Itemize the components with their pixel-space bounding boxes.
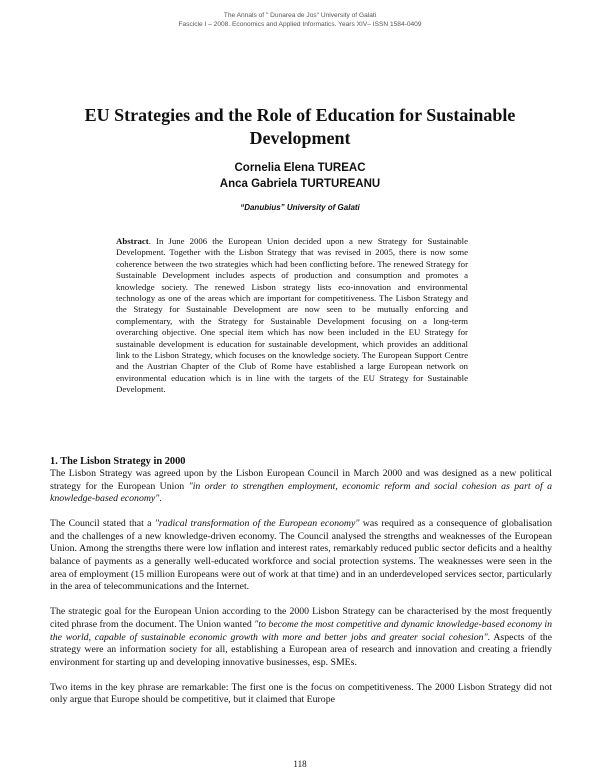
- p1-quote: "in order to strengthen employment, economic reform and social cohesion as part of a knowledge-based economy": [50, 480, 552, 505]
- abstract-text: . In June 2006 the European Union decided upon a new Strategy for Sustainable Development. Together with the Lisbon Strategy that was revised in 2005, there is now some coherence between the two strategies which had been conflicting before. The renewed Strategy for Sustainable Development includes aspects of production and consumption and promotes a knowledge society. The renewed Lisbon strategy lists eco-innovation and environmental technology as one of the areas which are important for competitiveness. The Lisbon Strategy and the Strategy for Sustainable Development are now seen to be mutually enforcing and complementary, with the Strategy for Sustainable Development focusing on a long-term overarching objective. One special item which has now been included in the EU Strategy for sustainable development is education for sustainable development, which provides an additional link to the Lisbon Strategy, which focuses on the knowledge society. The European Support Centre and the Austrian Chapter of the Club of Rome have established a large European network on environmental education which is in line with the targets of the EU Strategy for Sustainable Development.: [116, 236, 468, 395]
- journal-name: The Annals of " Dunarea de Jos" University of Galati: [223, 12, 377, 19]
- p2-text: The Council stated that a: [50, 518, 155, 530]
- paragraph-1: [50, 468, 552, 506]
- paragraph-3: [50, 606, 552, 669]
- p2-end: was required as a consequence of globalisation and the challenges of a new knowledge-driven economy. The Council analysed the strengths and weaknesses of the European Union. Among the strengths there were low inflation and interest rates, remarkably reduced public sector deficits and a healthy balance of payments as a generally well-educated workforce and social protection systems. The weaknesses were seen in the area of employment (15 million Europeans were out of work at that time) and in an underdeveloped services sector, particularly in the area of telecommunications and the Internet.: [50, 518, 552, 593]
- running-head: [0, 11, 600, 29]
- p3-end: Aspects of the strategy were an information society for all, establishing a European area of research and innovation and creating a friendly environment for starting up and developing innovative businesses, esp. SMEs.: [50, 631, 552, 668]
- paragraph-2: [50, 518, 552, 594]
- p1-text: The Lisbon Strategy was agreed upon by the Lisbon European Council in March 2000 and was designed as a new political strategy for the European Union: [50, 468, 552, 492]
- p2-quote: "radical transformation of the European economy": [154, 518, 360, 530]
- journal-issue: Fascicle I – 2008. Economics and Applied Informatics. Years XIV– ISSN 1584-0409: [178, 21, 422, 28]
- p3-quote: "to become the most competitive and dynamic knowledge-based economy in the world, capable of sustainable economic growth with more and better jobs and greater social cohesion".: [50, 618, 552, 643]
- affiliation: “Danubius” University of Galati: [240, 203, 360, 212]
- page-number: 118: [293, 759, 307, 769]
- abstract: [116, 236, 468, 437]
- author-1: Cornelia Elena TUREAC: [234, 162, 366, 174]
- author-2: Anca Gabriela TURTUREANU: [219, 178, 381, 190]
- p1-end: .: [159, 493, 162, 505]
- section-heading: 1. The Lisbon Strategy in 2000: [50, 456, 186, 467]
- authors: [0, 160, 600, 192]
- paper-title: EU Strategies and the Role of Education for Sustainable Development: [84, 105, 516, 148]
- section-lisbon-strategy: [50, 455, 552, 707]
- abstract-label: Abstract: [116, 236, 149, 246]
- p3-text: The strategic goal for the European Union according to the 2000 Lisbon Strategy can be characterised by the most frequently cited phrase from the document. The Union wanted: [50, 606, 552, 630]
- paragraph-4: Two items in the key phrase are remarkable: The first one is the focus on competitiveness. The 2000 Lisbon Strategy did not only argue that Europe should be competitive, but it claimed that Europe: [50, 681, 552, 706]
